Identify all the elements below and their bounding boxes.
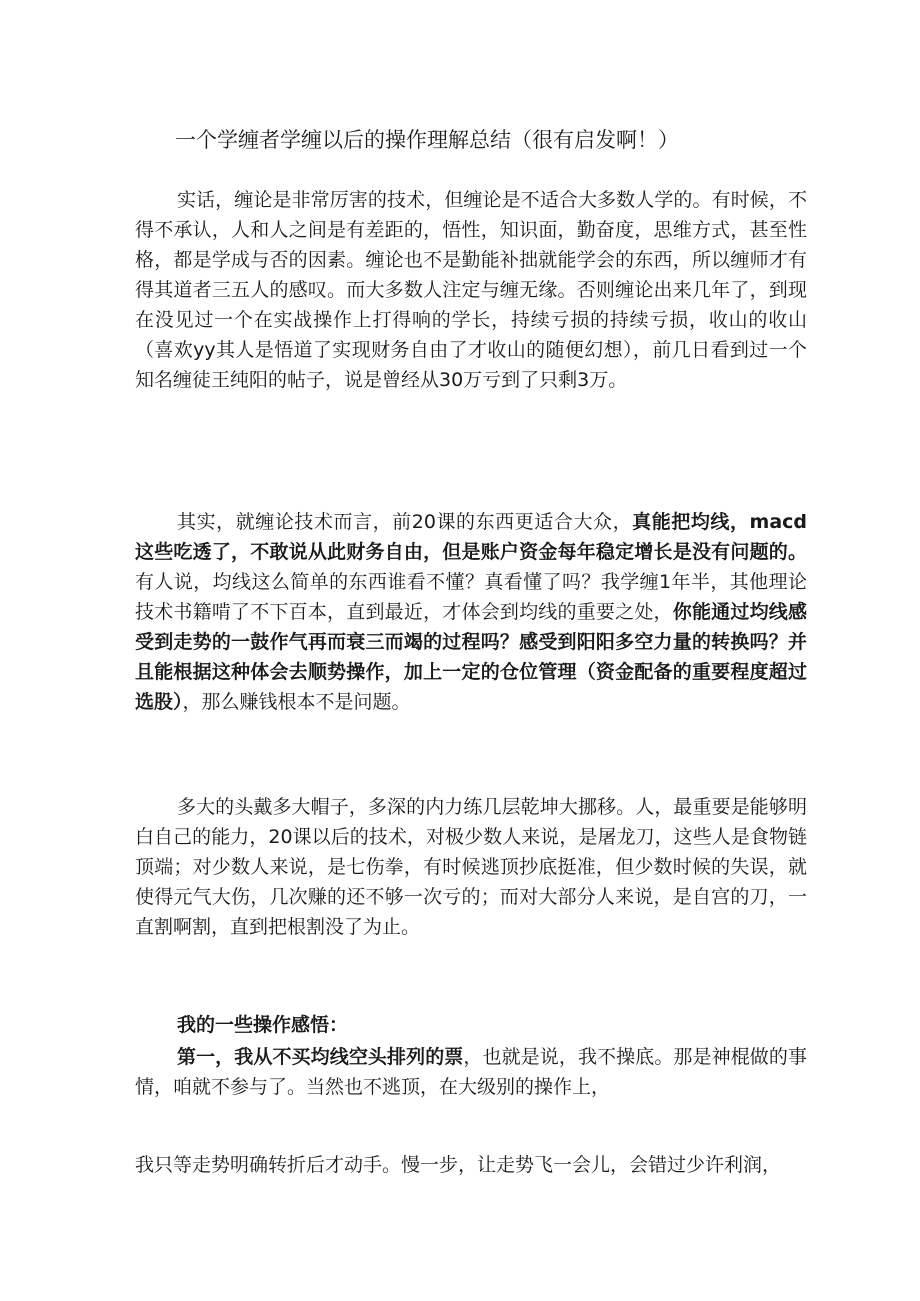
section-heading-text: 我的一些操作感悟： [177, 1014, 349, 1036]
paragraph-3: 多大的头戴多大帽子，多深的内力练几层乾坤大挪移。人，最重要是能够明白自己的能力，20课以后的技术，对极少数人来说，是屠龙刀，这些人是食物链顶端；对少数人来说，是七伤拳，有时候逃顶抄底挺准，但少数时候的失误，就使得元气大伤，几次赚的还不够一次亏的；而对大部分人来说，是自宫的刀，一直割啊割，直到把根割没了为止。 [135, 796, 807, 938]
paragraph-5: 我只等走势明确转折后才动手。慢一步，让走势飞一会儿，会错过少许利润， [135, 1154, 782, 1176]
paragraph-1: 实话，缠论是非常厉害的技术，但缠论是不适合大多数人学的。有时候，不得不承认，人和人之间是有差距的，悟性，知识面，勤奋度，思维方式，甚至性格，都是学成与否的因素。缠论也不是勤能补拙就能学会的东西，所以缠师才有得其道者三五人的感叹。而大多数人注定与缠无缘。否则缠论出来几年了，到现在没见过一个在实战操作上打得响的学长，持续亏损的持续亏损，收山的收山（喜欢yy其人是悟道了实现财务自由了才收山的随便幻想），前几日看到过一个知名缠徒王纯阳的帖子，说是曾经从30万亏到了只剩3万。 [135, 189, 807, 391]
paragraph-4 [135, 1042, 807, 1102]
section-heading [135, 1010, 849, 1040]
paragraph-2-text-3: ，那么赚钱根本不是问题。 [182, 691, 411, 713]
paragraph-2-bold-2: 你能通过均线感受到走势的一鼓作气再而衰三而竭的过程吗？感受到阳阳多空力量的转换吗？并且能根据这种体会去顺势操作，加上一定的仓位管理（资金配备的重要程度超过选股） [135, 601, 807, 713]
paragraph-4-bold: 第一，我从不买均线空头排列的票 [177, 1046, 464, 1068]
paragraph-2-bold-1: 真能把均线，macd这些吃透了，不敢说从此财务自由，但是账户资金每年稳定增长是没有问题的。 [135, 511, 808, 563]
paragraph-4-text: ，也就是说，我不操底。那是神棍做的事情，咱就不参与了。当然也不逃顶，在大级别的操作上， [135, 1046, 807, 1098]
document-title: 一个学缠者学缠以后的操作理解总结（很有启发啊！） [175, 128, 679, 152]
paragraph-2-text-2: 有人说，均线这么简单的东西谁看不懂？真看懂了吗？我学缠1年半，其他理论技术书籍啃了不下百本，直到最近，才体会到均线的重要之处， [135, 571, 807, 623]
paragraph-2 [135, 507, 807, 717]
paragraph-2-text-1: 其实，就缠论技术而言，前20课的东西更适合大众， [177, 511, 633, 533]
